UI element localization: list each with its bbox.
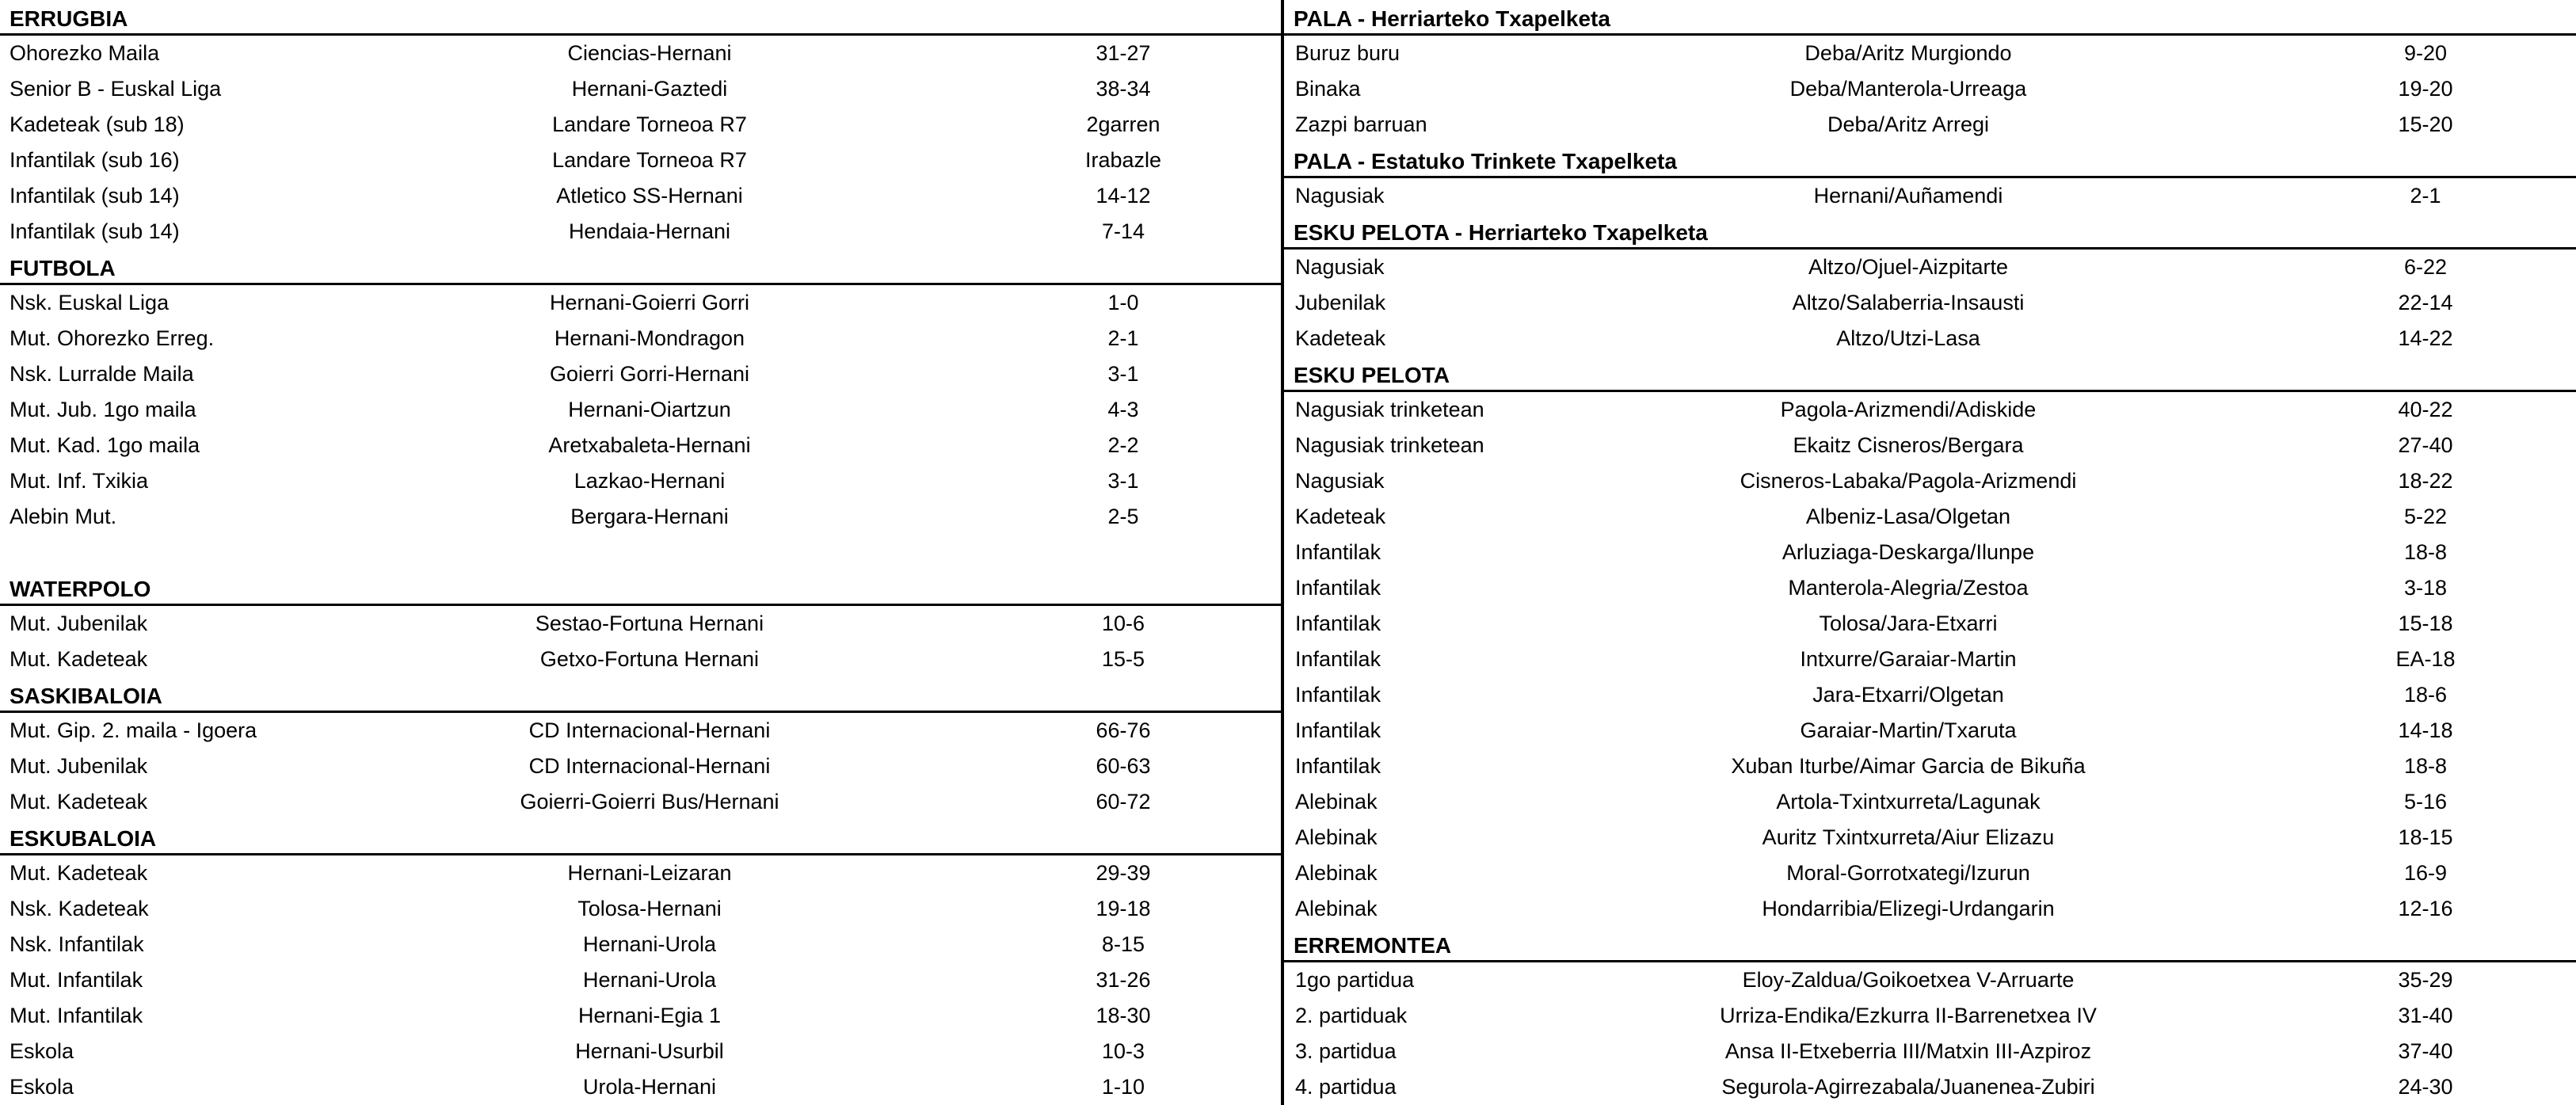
score-cell: 35-29 (2398, 968, 2453, 992)
score-cell: 8-15 (1101, 932, 1145, 956)
match-cell: Auritz Txintxurreta/Aiur Elizazu (1762, 825, 2055, 849)
result-row (1284, 749, 2576, 784)
score-cell: 15-20 (2398, 112, 2453, 136)
match-cell: Garaiar-Martin/Txaruta (1800, 718, 2017, 742)
score-cell: 2garren (1086, 112, 1160, 136)
section-title: PALA - Herriarteko Txapelketa (1284, 0, 2576, 36)
match-cell: Hernani-Oiartzun (568, 398, 731, 421)
category-cell: Kadeteak (1295, 326, 1386, 350)
score-cell: 16-9 (2403, 861, 2448, 885)
match-cell: Artola-Txintxurreta/Lagunak (1776, 790, 2041, 814)
score-cell: 18-22 (2398, 469, 2453, 493)
result-row (1284, 998, 2576, 1034)
match-cell: Ekaitz Cisneros/Bergara (1793, 433, 2024, 457)
category-cell: Infantilak (1295, 540, 1381, 564)
match-cell: Altzo/Salaberria-Insausti (1792, 291, 2025, 314)
result-row (1284, 428, 2576, 463)
result-row (1284, 535, 2576, 570)
score-cell: 29-39 (1096, 861, 1151, 885)
result-row (0, 143, 1281, 178)
score-cell: 19-20 (2398, 77, 2453, 101)
category-cell: Eskola (10, 1075, 74, 1099)
result-row (1284, 713, 2576, 749)
score-cell: 15-5 (1101, 647, 1145, 671)
score-cell: 2-1 (1107, 326, 1139, 350)
match-cell: Hernani/Auñamendi (1813, 184, 2003, 208)
section-title: ERRUGBIA (0, 0, 1281, 36)
result-row (0, 392, 1281, 428)
category-cell: Infantilak (1295, 683, 1381, 707)
match-cell: Albeniz-Lasa/Olgetan (1805, 505, 2011, 528)
category-cell: Nagusiak trinketean (1295, 398, 1484, 421)
section-title: PALA - Estatuko Trinkete Txapelketa (1284, 143, 2576, 178)
match-cell: Pagola-Arizmendi/Adiskide (1780, 398, 2037, 421)
category-cell: Ohorezko Maila (10, 41, 160, 65)
match-cell: Hernani-Mondragon (554, 326, 745, 350)
score-cell: 18-15 (2398, 825, 2453, 849)
result-row (1284, 36, 2576, 71)
category-cell: Mut. Infantilak (10, 968, 143, 992)
result-row (1284, 962, 2576, 998)
score-cell: 14-18 (2398, 718, 2453, 742)
category-cell: Senior B - Euskal Liga (10, 77, 222, 101)
score-cell: 31-27 (1096, 41, 1151, 65)
category-cell: Nsk. Euskal Liga (10, 291, 170, 314)
score-cell: 5-16 (2403, 790, 2448, 814)
result-row (1284, 250, 2576, 285)
result-row (0, 713, 1281, 749)
result-row (1284, 820, 2576, 855)
score-cell: 66-76 (1096, 718, 1151, 742)
match-cell: Ciencias-Hernani (567, 41, 732, 65)
category-cell: Mut. Ohorezko Erreg. (10, 326, 215, 350)
match-cell: Altzo/Ojuel-Aizpitarte (1808, 255, 2009, 279)
score-cell: 5-22 (2403, 505, 2448, 528)
score-cell: 27-40 (2398, 433, 2453, 457)
match-cell: Jara-Etxarri/Olgetan (1812, 683, 2004, 707)
left-column (0, 0, 1281, 1105)
category-cell: Mut. Gip. 2. maila - Igoera (10, 718, 257, 742)
match-cell: Deba/Aritz Arregi (1827, 112, 1990, 136)
category-cell: Alebinak (1295, 790, 1378, 814)
category-cell: Binaka (1295, 77, 1361, 101)
category-cell: Infantilak (sub 16) (10, 148, 180, 172)
score-cell: 2-1 (2410, 184, 2441, 208)
result-row (1284, 71, 2576, 107)
category-cell: Mut. Jubenilak (10, 612, 148, 635)
match-cell: Deba/Aritz Murgiondo (1804, 41, 2012, 65)
match-cell: Hendaia-Hernani (568, 219, 731, 243)
result-row (0, 178, 1281, 214)
result-row (0, 927, 1281, 962)
score-cell: 22-14 (2398, 291, 2453, 314)
result-row (1284, 107, 2576, 143)
score-cell: 10-6 (1101, 612, 1145, 635)
match-cell: Tolosa/Jara-Etxarri (1819, 612, 1998, 635)
score-cell: 18-30 (1096, 1004, 1151, 1027)
match-cell: Hernani-Goierri Gorri (549, 291, 750, 314)
category-cell: 1go partidua (1295, 968, 1415, 992)
match-cell: CD Internacional-Hernani (528, 754, 771, 778)
match-cell: Manterola-Alegria/Zestoa (1788, 576, 2029, 600)
match-cell: Deba/Manterola-Urreaga (1789, 77, 2027, 101)
match-cell: Aretxabaleta-Hernani (548, 433, 751, 457)
category-cell: Buruz buru (1295, 41, 1400, 65)
result-row (1284, 642, 2576, 677)
score-cell: 19-18 (1096, 897, 1151, 920)
score-cell: 38-34 (1096, 77, 1151, 101)
result-row (0, 962, 1281, 998)
category-cell: Mut. Infantilak (10, 1004, 143, 1027)
category-cell: Infantilak (sub 14) (10, 184, 180, 208)
match-cell: Goierri-Goierri Bus/Hernani (520, 790, 779, 814)
result-row (1284, 321, 2576, 356)
match-cell: Atletico SS-Hernani (556, 184, 743, 208)
score-cell: 7-14 (1101, 219, 1145, 243)
score-cell: 60-63 (1096, 754, 1151, 778)
category-cell: Infantilak (1295, 647, 1381, 671)
category-cell: Mut. Inf. Txikia (10, 469, 149, 493)
score-cell: 2-2 (1107, 433, 1139, 457)
score-cell: 1-10 (1101, 1075, 1145, 1099)
result-row (1284, 178, 2576, 214)
result-row (1284, 285, 2576, 321)
result-row (0, 1034, 1281, 1069)
result-row (1284, 463, 2576, 499)
category-cell: Nsk. Kadeteak (10, 897, 149, 920)
score-cell: 4-3 (1107, 398, 1139, 421)
score-cell: 9-20 (2403, 41, 2448, 65)
match-cell: Hernani-Urola (582, 968, 717, 992)
result-row (0, 214, 1281, 250)
category-cell: Nagusiak (1295, 469, 1385, 493)
score-cell: 31-40 (2398, 1004, 2453, 1027)
match-cell: Lazkao-Hernani (574, 469, 726, 493)
match-cell: Hernani-Usurbil (575, 1039, 724, 1063)
score-cell: 2-5 (1107, 505, 1139, 528)
result-row (0, 71, 1281, 107)
result-row (1284, 499, 2576, 535)
result-row (0, 1069, 1281, 1105)
section-title: WATERPOLO (0, 570, 1281, 606)
category-cell: Alebinak (1295, 861, 1378, 885)
category-cell: Jubenilak (1295, 291, 1386, 314)
result-row (1284, 891, 2576, 927)
result-row (0, 107, 1281, 143)
result-row (1284, 784, 2576, 820)
score-cell: 15-18 (2398, 612, 2453, 635)
score-cell: 3-1 (1107, 362, 1139, 386)
blank-row (0, 535, 1281, 570)
result-row (0, 784, 1281, 820)
result-row (0, 855, 1281, 891)
result-row (0, 499, 1281, 535)
category-cell: Nagusiak (1295, 255, 1385, 279)
section-title: SASKIBALOIA (0, 677, 1281, 713)
match-cell: Intxurre/Garaiar-Martin (1800, 647, 2017, 671)
match-cell: Hernani-Gaztedi (571, 77, 728, 101)
category-cell: Mut. Kadeteak (10, 861, 148, 885)
match-cell: Sestao-Fortuna Hernani (535, 612, 764, 635)
score-cell: 18-6 (2403, 683, 2448, 707)
match-cell: Segurola-Agirrezabala/Juanenea-Zubiri (1721, 1075, 2095, 1099)
sport-section (1284, 356, 2576, 927)
category-cell: Alebinak (1295, 897, 1378, 920)
match-cell: Hernani-Egia 1 (577, 1004, 722, 1027)
result-row (1284, 1034, 2576, 1069)
score-cell: 1-0 (1107, 291, 1139, 314)
match-cell: Landare Torneoa R7 (552, 148, 747, 172)
section-title: ESKUBALOIA (0, 820, 1281, 855)
result-row (0, 891, 1281, 927)
score-cell: 3-1 (1107, 469, 1139, 493)
category-cell: Eskola (10, 1039, 74, 1063)
score-cell: 18-8 (2403, 540, 2448, 564)
score-cell: 14-12 (1096, 184, 1151, 208)
category-cell: 2. partiduak (1295, 1004, 1408, 1027)
result-row (0, 36, 1281, 71)
result-row (1284, 855, 2576, 891)
category-cell: Mut. Jubenilak (10, 754, 148, 778)
result-row (0, 749, 1281, 784)
match-cell: Moral-Gorrotxategi/Izurun (1786, 861, 2030, 885)
match-cell: Bergara-Hernani (570, 505, 729, 528)
category-cell: Infantilak (1295, 754, 1381, 778)
result-row (0, 356, 1281, 392)
section-title: ESKU PELOTA - Herriarteko Txapelketa (1284, 214, 2576, 250)
category-cell: Mut. Kadeteak (10, 790, 148, 814)
match-cell: Goierri Gorri-Hernani (549, 362, 750, 386)
score-cell: 6-22 (2403, 255, 2448, 279)
match-cell: Ansa II-Etxeberria III/Matxin III-Azpiroz (1724, 1039, 2092, 1063)
sport-section (1284, 143, 2576, 214)
score-cell: 12-16 (2398, 897, 2453, 920)
sport-section (0, 570, 1281, 677)
match-cell: CD Internacional-Hernani (528, 718, 771, 742)
category-cell: 4. partidua (1295, 1075, 1397, 1099)
sport-section (1284, 0, 2576, 143)
category-cell: Kadeteak (sub 18) (10, 112, 185, 136)
match-cell: Cisneros-Labaka/Pagola-Arizmendi (1740, 469, 2077, 493)
result-row (0, 321, 1281, 356)
match-cell: Tolosa-Hernani (577, 897, 722, 920)
score-cell: 3-18 (2403, 576, 2448, 600)
category-cell: 3. partidua (1295, 1039, 1397, 1063)
score-cell: Irabazle (1084, 148, 1162, 172)
section-title: ERREMONTEA (1284, 927, 2576, 962)
match-cell: Hondarribia/Elizegi-Urdangarin (1762, 897, 2055, 920)
result-row (0, 428, 1281, 463)
category-cell: Mut. Kadeteak (10, 647, 148, 671)
match-cell: Landare Torneoa R7 (552, 112, 747, 136)
sport-section (0, 0, 1281, 250)
result-row (1284, 606, 2576, 642)
score-cell: 18-8 (2403, 754, 2448, 778)
result-row (1284, 570, 2576, 606)
result-row (1284, 677, 2576, 713)
match-cell: Altzo/Utzi-Lasa (1836, 326, 1980, 350)
result-row (1284, 1069, 2576, 1105)
match-cell: Eloy-Zaldua/Goikoetxea V-Arruarte (1742, 968, 2075, 992)
score-cell: 24-30 (2398, 1075, 2453, 1099)
score-cell: 10-3 (1101, 1039, 1145, 1063)
category-cell: Nsk. Lurralde Maila (10, 362, 194, 386)
section-title: FUTBOLA (0, 250, 1281, 285)
match-cell: Getxo-Fortuna Hernani (539, 647, 760, 671)
result-row (0, 998, 1281, 1034)
match-cell: Xuban Iturbe/Aimar Garcia de Bikuña (1731, 754, 2086, 778)
category-cell: Nagusiak trinketean (1295, 433, 1484, 457)
result-row (1284, 392, 2576, 428)
sport-section (0, 820, 1281, 1105)
result-row (0, 606, 1281, 642)
sport-section (0, 677, 1281, 820)
match-cell: Hernani-Leizaran (567, 861, 732, 885)
category-cell: Nsk. Infantilak (10, 932, 144, 956)
score-cell: 31-26 (1096, 968, 1151, 992)
score-cell: 14-22 (2398, 326, 2453, 350)
result-row (0, 463, 1281, 499)
match-cell: Arluziaga-Deskarga/Ilunpe (1781, 540, 2035, 564)
category-cell: Infantilak (sub 14) (10, 219, 180, 243)
category-cell: Infantilak (1295, 576, 1381, 600)
category-cell: Mut. Jub. 1go maila (10, 398, 196, 421)
sport-section (0, 250, 1281, 570)
result-row (0, 285, 1281, 321)
match-cell: Urola-Hernani (582, 1075, 717, 1099)
section-title: ESKU PELOTA (1284, 356, 2576, 392)
category-cell: Infantilak (1295, 612, 1381, 635)
score-cell: 60-72 (1096, 790, 1151, 814)
match-cell: Hernani-Urola (582, 932, 717, 956)
score-cell: 37-40 (2398, 1039, 2453, 1063)
category-cell: Infantilak (1295, 718, 1381, 742)
score-cell: EA-18 (2395, 647, 2456, 671)
match-cell: Urriza-Endika/Ezkurra II-Barrenetxea IV (1720, 1004, 2097, 1027)
category-cell: Mut. Kad. 1go maila (10, 433, 200, 457)
category-cell: Alebin Mut. (10, 505, 117, 528)
category-cell: Nagusiak (1295, 184, 1385, 208)
sport-section (1284, 927, 2576, 1105)
right-column (1284, 0, 2576, 1105)
category-cell: Alebinak (1295, 825, 1378, 849)
category-cell: Zazpi barruan (1295, 112, 1427, 136)
sport-section (1284, 214, 2576, 356)
category-cell: Kadeteak (1295, 505, 1386, 528)
result-row (0, 642, 1281, 677)
score-cell: 40-22 (2398, 398, 2453, 421)
